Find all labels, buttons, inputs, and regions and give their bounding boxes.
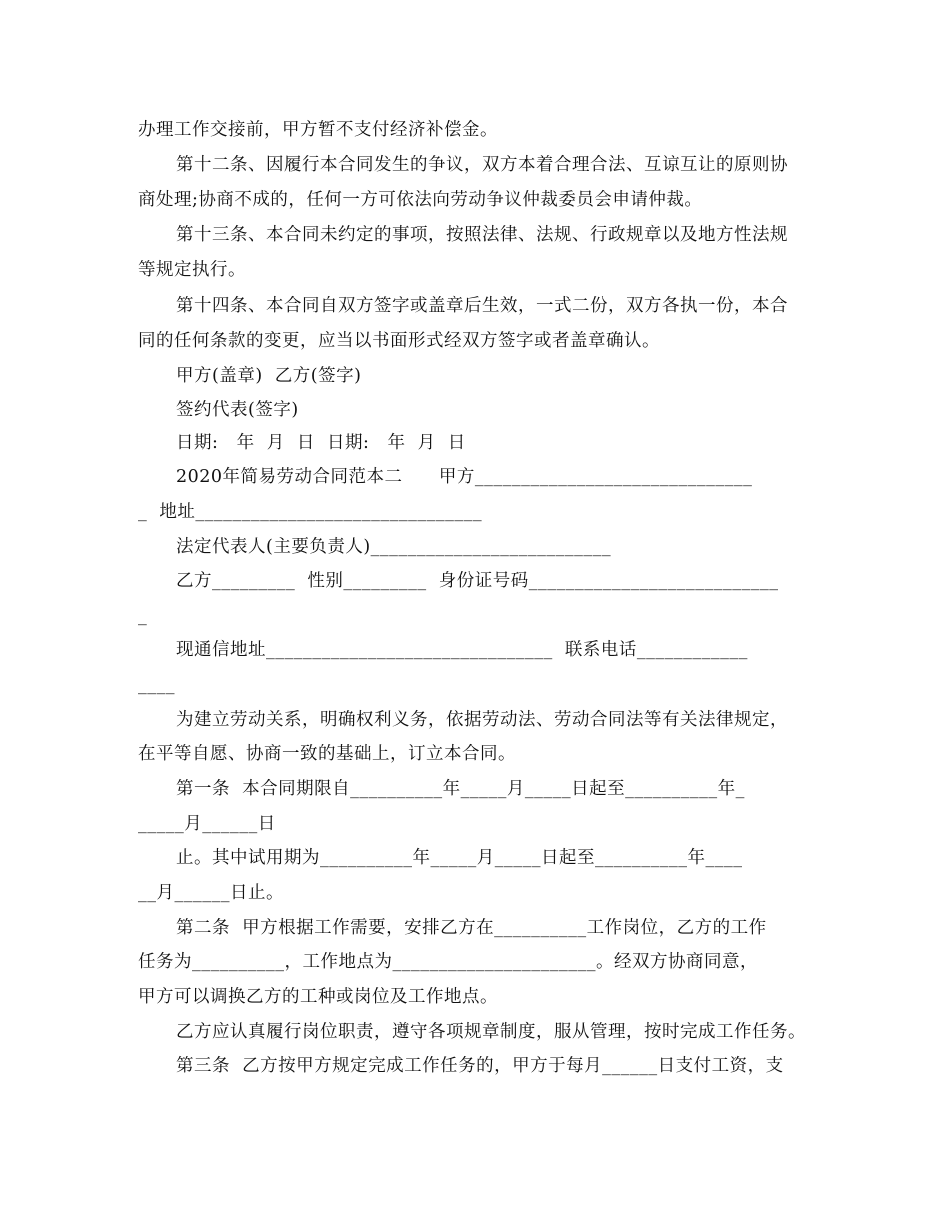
text-line: 第一条 本合同期限自__________年_____月_____日起至__________年_: [176, 779, 745, 799]
text-line: 乙方应认真履行岗位职责，遵守各项规章制度，服从管理，按时完成工作任务。: [176, 1022, 806, 1042]
text-line: ____: [138, 675, 175, 695]
text-line: 商处理;协商不成的，任何一方可依法向劳动争议仲裁委员会申请仲裁。: [138, 190, 703, 210]
text-line: 乙方_________ 性别_________ 身份证号码___________________________: [176, 571, 779, 591]
text-line: 第二条 甲方根据工作需要，安排乙方在__________工作岗位，乙方的工作: [176, 918, 767, 938]
text-line: _: [138, 606, 148, 626]
text-line: 第三条 乙方按甲方规定完成工作任务的，甲方于每月______日支付工资，支: [176, 1056, 784, 1076]
text-line: 第十三条、本合同未约定的事项，按照法律、法规、行政规章以及地方性法规: [176, 225, 788, 245]
text-line: 任务为__________，工作地点为______________________。经双方协商同意，: [138, 952, 758, 972]
signature-line: 甲方(盖章) 乙方(签字): [176, 366, 362, 386]
text-line: 止。其中试用期为__________年_____月_____日起至__________年____: [176, 848, 743, 868]
text-line: 第十四条、本合同自双方签字或盖章后生效，一式二份，双方各执一份，本合: [176, 296, 788, 316]
text-line: _ 地址_______________________________: [138, 502, 483, 522]
date-line: 日期: 年 月 日 日期: 年 月 日: [176, 433, 466, 453]
text-line: _____月______日: [138, 814, 276, 834]
text-line: 同的任何条款的变更，应当以书面形式经双方签字或者盖章确认。: [138, 331, 660, 351]
text-line: 第十二条、因履行本合同发生的争议，双方本着合理合法、互谅互让的原则协: [176, 155, 788, 175]
text-line: 等规定执行。: [138, 260, 246, 280]
signature-line: 签约代表(签字): [176, 400, 299, 420]
section-title: 2020年简易劳动合同范本二 甲方______________________________: [176, 467, 753, 487]
text-line: __月______日止。: [138, 883, 284, 903]
text-line: 法定代表人(主要负责人)__________________________: [176, 537, 612, 557]
text-line: 现通信地址_______________________________ 联系电话____________: [176, 640, 748, 660]
text-line: 办理工作交接前，甲方暂不支付经济补偿金。: [138, 120, 498, 140]
text-line: 甲方可以调换乙方的工种或岗位及工作地点。: [138, 987, 498, 1007]
text-line: 在平等自愿、协商一致的基础上，订立本合同。: [138, 744, 516, 764]
text-line: 为建立劳动关系，明确权利义务，依据劳动法、劳动合同法等有关法律规定，: [176, 710, 788, 730]
